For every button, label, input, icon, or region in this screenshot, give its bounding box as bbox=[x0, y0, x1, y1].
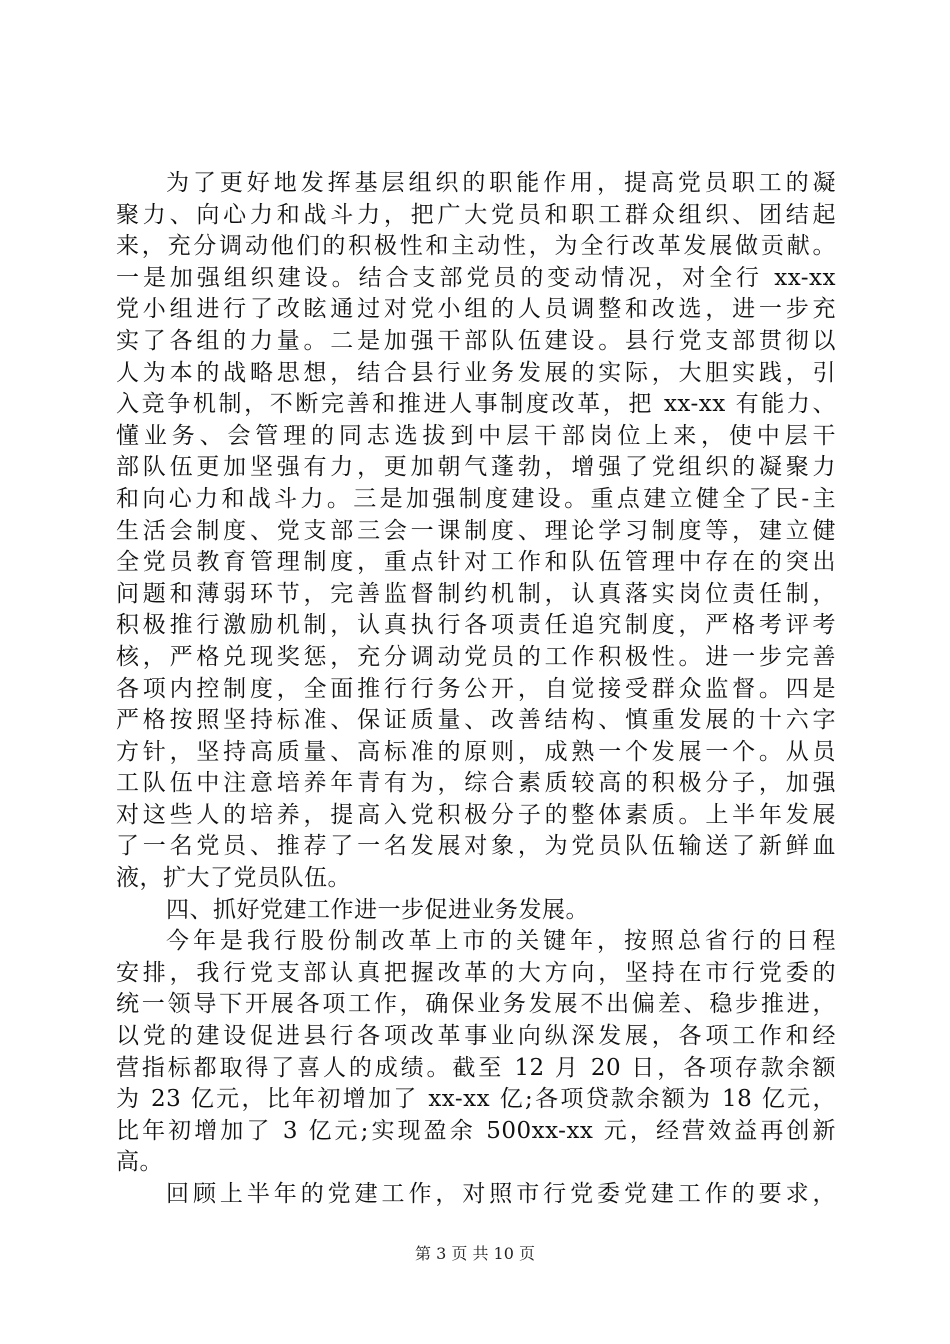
text-line: 聚力、向心力和战斗力，把广大党员和职工群众组织、团结起 bbox=[116, 201, 836, 228]
text-line: 和向心力和战斗力。三是加强制度建设。重点建立健全了民-主 bbox=[116, 485, 836, 512]
text-line: 一是加强组织建设。结合支部党员的变动情况，对全行 xx-xx bbox=[116, 264, 836, 291]
text-line: 人为本的战略思想，结合县行业务发展的实际，大胆实践，引 bbox=[116, 359, 836, 386]
text-line: 了一名党员、推荐了一名发展对象，为党员队伍输送了新鲜血 bbox=[116, 833, 836, 860]
text-line: 液，扩大了党员队伍。 bbox=[116, 865, 351, 892]
text-line: 积极推行激励机制，认真执行各项责任追究制度，严格考评考 bbox=[116, 612, 836, 639]
text-line: 懂业务、会管理的同志选拔到中层干部岗位上来，使中层干 bbox=[116, 422, 836, 449]
text-line: 生活会制度、党支部三会一课制度、理论学习制度等，建立健 bbox=[116, 517, 836, 544]
text-line: 安排，我行党支部认真把握改革的大方向，坚持在市行党委的 bbox=[116, 959, 836, 986]
page-number-info: 第 3 页 共 10 页 bbox=[415, 1244, 535, 1263]
text-line: 来，充分调动他们的积极性和主动性，为全行改革发展做贡献。 bbox=[116, 233, 836, 260]
text-line: 高。 bbox=[116, 1149, 163, 1176]
text-line: 四、抓好党建工作进一步促进业务发展。 bbox=[166, 896, 589, 923]
text-line: 营指标都取得了喜人的成绩。截至 12 月 20 日，各项存款余额 bbox=[116, 1054, 836, 1081]
text-line: 全党员教育管理制度，重点针对工作和队伍管理中存在的突出 bbox=[116, 549, 836, 576]
text-line: 工队伍中注意培养年青有为，综合素质较高的积极分子，加强 bbox=[116, 770, 836, 797]
text-line: 实了各组的力量。二是加强干部队伍建设。县行党支部贯彻以 bbox=[116, 327, 836, 354]
text-line: 为了更好地发挥基层组织的职能作用，提高党员职工的凝 bbox=[166, 170, 836, 196]
text-line: 党小组进行了改眩通过对党小组的人员调整和改选，进一步充 bbox=[116, 296, 836, 323]
text-line: 部队伍更加坚强有力，更加朝气蓬勃，增强了党组织的凝聚力 bbox=[116, 454, 836, 481]
text-line: 问题和薄弱环节，完善监督制约机制，认真落实岗位责任制， bbox=[116, 580, 836, 607]
text-line: 今年是我行股份制改革上市的关键年，按照总省行的日程 bbox=[166, 928, 836, 955]
text-line: 以党的建设促进县行各项改革事业向纵深发展，各项工作和经 bbox=[116, 1023, 836, 1050]
text-line: 统一领导下开展各项工作，确保业务发展不出偏差、稳步推进， bbox=[116, 991, 836, 1018]
text-line: 回顾上半年的党建工作，对照市行党委党建工作的要求， bbox=[166, 1181, 836, 1207]
text-line: 对这些人的培养，提高入党积极分子的整体素质。上半年发展 bbox=[116, 801, 836, 828]
text-line: 各项内控制度，全面推行行务公开，自觉接受群众监督。四是 bbox=[116, 675, 836, 702]
text-line: 比年初增加了 3 亿元;实现盈余 500xx-xx 元，经营效益再创新 bbox=[116, 1117, 836, 1144]
text-line: 为 23 亿元，比年初增加了 xx-xx 亿;各项贷款余额为 18 亿元， bbox=[116, 1086, 836, 1113]
document-body bbox=[116, 168, 836, 1211]
page-footer bbox=[0, 1244, 950, 1264]
text-line: 核，严格兑现奖惩，充分调动党员的工作积极性。进一步完善 bbox=[116, 643, 836, 670]
text-line: 方针，坚持高质量、高标准的原则，成熟一个发展一个。从员 bbox=[116, 738, 836, 765]
text-line: 入竞争机制，不断完善和推进人事制度改革，把 xx-xx 有能力、 bbox=[116, 391, 836, 418]
text-line: 严格按照坚持标准、保证质量、改善结构、慎重发展的十六字 bbox=[116, 707, 836, 734]
